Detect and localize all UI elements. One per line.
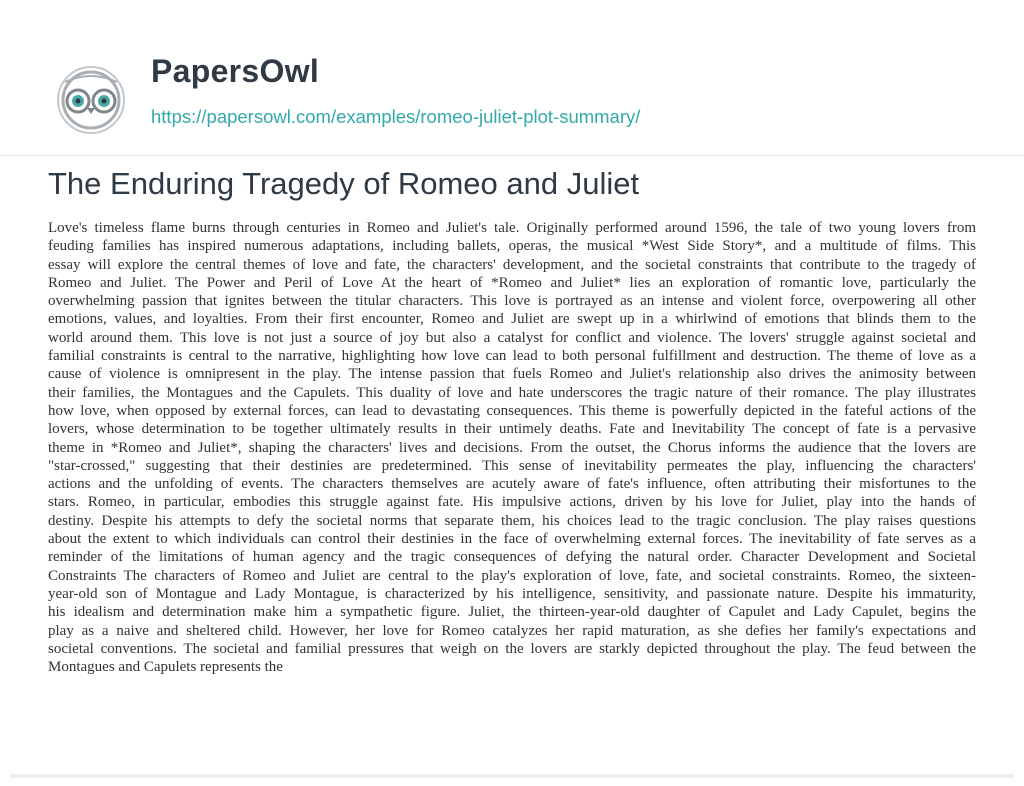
essay-line: "star-crossed," suggesting that their destinies are predetermined. This sense of inevitability permeates the play, influencing the characters' (48, 457, 976, 474)
essay-line: actions and the unfolding of events. The characters themselves are acutely aware of fate's influence, often attributing their misfortunes to the (48, 476, 976, 493)
essay-line: lovers, whose determination to be together ultimately results in their untimely deaths. Fate and Inevitability The concept of fate is a pervasive (48, 421, 976, 438)
essay-line: familial constraints is central to the narrative, highlighting how love can lead to both personal fulfillment and destruction. The theme of love as a (48, 348, 976, 365)
essay-line: how love, when opposed by external forces, can lead to devastating consequences. This theme is powerfully depicted in the fateful actions of the (48, 402, 976, 419)
essay-line: year-old son of Montague and Lady Montague, is characterized by his intelligence, sensitivity, and passionate nature. Despite his immaturity, (48, 585, 976, 602)
essay-line: play as a naive and sheltered child. However, her love for Romeo catalyzes her rapid maturation, as she defies her family's expectations and (48, 622, 976, 639)
brand-name[interactable]: PapersOwl (151, 53, 320, 89)
site-header (0, 0, 1024, 156)
essay-line: overwhelming passion that ignites between the titular characters. This love is portrayed as an intense and violent force, overpowering all other (48, 293, 976, 310)
essay-title: The Enduring Tragedy of Romeo and Juliet (48, 166, 640, 201)
essay-line: destiny. Despite his attempts to defy the societal norms that separate them, his choices lead to the tragic conclusion. The play raises questions (48, 512, 976, 529)
essay-line: Montagues and Capulets represents the (48, 659, 283, 676)
essay-line: their families, the Montagues and the Capulets. This duality of love and hate underscores the tragic nature of their romance. The play illustrates (48, 384, 976, 401)
page-bottom-divider (10, 774, 1014, 778)
essay-line: cause of violence is omnipresent in the play. The intense passion that fuels Romeo and Juliet's relationship also drives the animosity between (48, 366, 976, 383)
essay-line: reminder of the limitations of human agency and the tragic consequences of defying the natural order. Character Development and Societal (48, 549, 976, 566)
essay-line: Love's timeless flame burns through centuries in Romeo and Juliet's tale. Originally performed around 1596, the tale of two young lovers from (48, 220, 976, 236)
owl-eyes-icon[interactable] (47, 64, 135, 136)
essay-line: world around them. This love is not just a source of joy but also a catalyst for conflict and violence. The lovers' struggle against societal and (48, 329, 976, 346)
essay-line: Romeo and Juliet. The Power and Peril of Love At the heart of *Romeo and Juliet* lies an exploration of romantic love, particularly the (48, 274, 976, 291)
essay-line: Constraints The characters of Romeo and Juliet are central to the play's exploration of love, fate, and societal constraints. Romeo, the sixteen- (48, 567, 976, 584)
essay-line: emotions, values, and loyalties. From their first encounter, Romeo and Juliet are swept up in a whirlwind of emotions that blinds them to the (48, 311, 976, 328)
essay-line: essay will explore the central themes of love and fate, the characters' development, and the societal constraints that contribute to the tragedy of (48, 256, 976, 273)
source-url-link[interactable]: https://papersowl.com/examples/romeo-juliet-plot-summary/ (151, 106, 641, 127)
essay-body (48, 219, 976, 676)
essay-line: his idealism and determination make him a sympathetic figure. Juliet, the thirteen-year-old daughter of Capulet and Lady Capulet, begins the (48, 604, 976, 621)
essay-line: societal conventions. The societal and familial pressures that weigh on the lovers are starkly depicted throughout the play. The feud between the (48, 640, 976, 657)
essay-line: feuding families has inspired numerous adaptations, including ballets, operas, the musical *West Side Story*, and a multitude of films. This (48, 238, 976, 255)
essay-line: stars. Romeo, in particular, embodies this struggle against fate. His impulsive actions, driven by his love for Juliet, play into the hands of (48, 494, 976, 511)
essay-line: theme in *Romeo and Juliet*, shaping the characters' lives and decisions. From the outset, the Chorus informs the audience that the lovers are (48, 439, 976, 456)
essay-line: about the extent to which individuals can control their destinies in the face of overwhelming external forces. The inevitability of fate serves as a (48, 531, 976, 548)
